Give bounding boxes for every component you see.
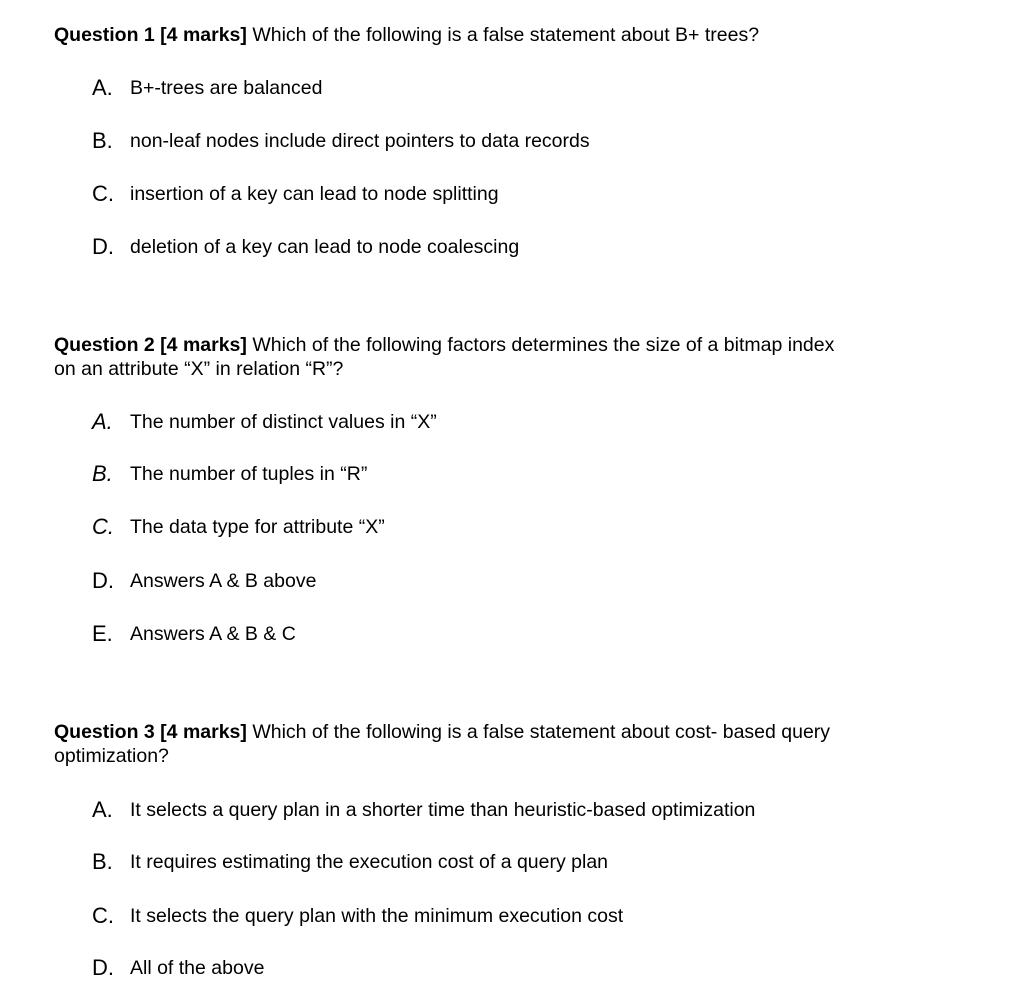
option-letter: D.	[92, 955, 114, 980]
option-letter: B.	[92, 849, 113, 874]
option-letter: A.	[92, 409, 113, 434]
q1-option-c[interactable]	[92, 180, 499, 208]
q2-option-e[interactable]	[92, 620, 296, 648]
question-2-text-line2: on an attribute “X” in relation “R”?	[54, 358, 344, 380]
option-text: All of the above	[130, 956, 265, 979]
option-text: insertion of a key can lead to node splitting	[130, 182, 499, 205]
option-text: B+-trees are balanced	[130, 76, 323, 99]
option-letter: B.	[92, 128, 113, 153]
option-text: deletion of a key can lead to node coalescing	[130, 235, 520, 258]
option-letter: C.	[92, 903, 114, 928]
q1-option-d[interactable]	[92, 233, 519, 261]
option-text: Answers A & B above	[130, 569, 317, 592]
q3-option-d[interactable]	[92, 954, 264, 982]
question-3-text: Which of the following is a false statement about cost- based query	[246, 721, 831, 743]
q1-option-a[interactable]	[92, 74, 322, 102]
option-text: It requires estimating the execution cost of a query plan	[130, 850, 609, 873]
q1-option-b[interactable]	[92, 127, 590, 155]
question-1-text: Which of the following is a false statement about B+ trees?	[246, 24, 760, 46]
option-letter: D.	[92, 568, 114, 593]
question-2	[54, 333, 954, 646]
q2-option-b[interactable]	[92, 460, 367, 488]
option-text: The data type for attribute “X”	[130, 515, 385, 538]
q3-option-b[interactable]	[92, 848, 608, 876]
q2-option-d[interactable]	[92, 567, 316, 595]
q3-option-a[interactable]	[92, 796, 755, 824]
option-text: It selects a query plan in a shorter time than heuristic-based optimization	[130, 798, 756, 821]
question-3	[54, 720, 954, 980]
option-text: The number of tuples in “R”	[130, 462, 368, 485]
option-letter: E.	[92, 621, 113, 646]
q3-option-c[interactable]	[92, 902, 623, 930]
option-text: It selects the query plan with the minimum execution cost	[130, 904, 624, 927]
question-2-label: Question 2 [4 marks]	[54, 334, 247, 356]
question-3-text-line2: optimization?	[54, 745, 169, 767]
question-3-stem	[54, 720, 954, 768]
q2-option-c[interactable]	[92, 513, 385, 541]
q2-option-a[interactable]	[92, 408, 437, 436]
question-2-stem	[54, 333, 954, 381]
option-text: non-leaf nodes include direct pointers to data records	[130, 129, 590, 152]
option-letter: C.	[92, 514, 114, 539]
option-letter: A.	[92, 75, 113, 100]
option-letter: B.	[92, 461, 113, 486]
question-1-stem	[54, 23, 954, 47]
option-text: The number of distinct values in “X”	[130, 410, 437, 433]
question-1-label: Question 1 [4 marks]	[54, 24, 247, 46]
question-2-text: Which of the following factors determines the size of a bitmap index	[246, 334, 835, 356]
option-letter: D.	[92, 234, 114, 259]
option-text: Answers A & B & C	[130, 622, 296, 645]
question-3-label: Question 3 [4 marks]	[54, 721, 247, 743]
question-1	[54, 23, 954, 259]
option-letter: A.	[92, 797, 113, 822]
option-letter: C.	[92, 181, 114, 206]
